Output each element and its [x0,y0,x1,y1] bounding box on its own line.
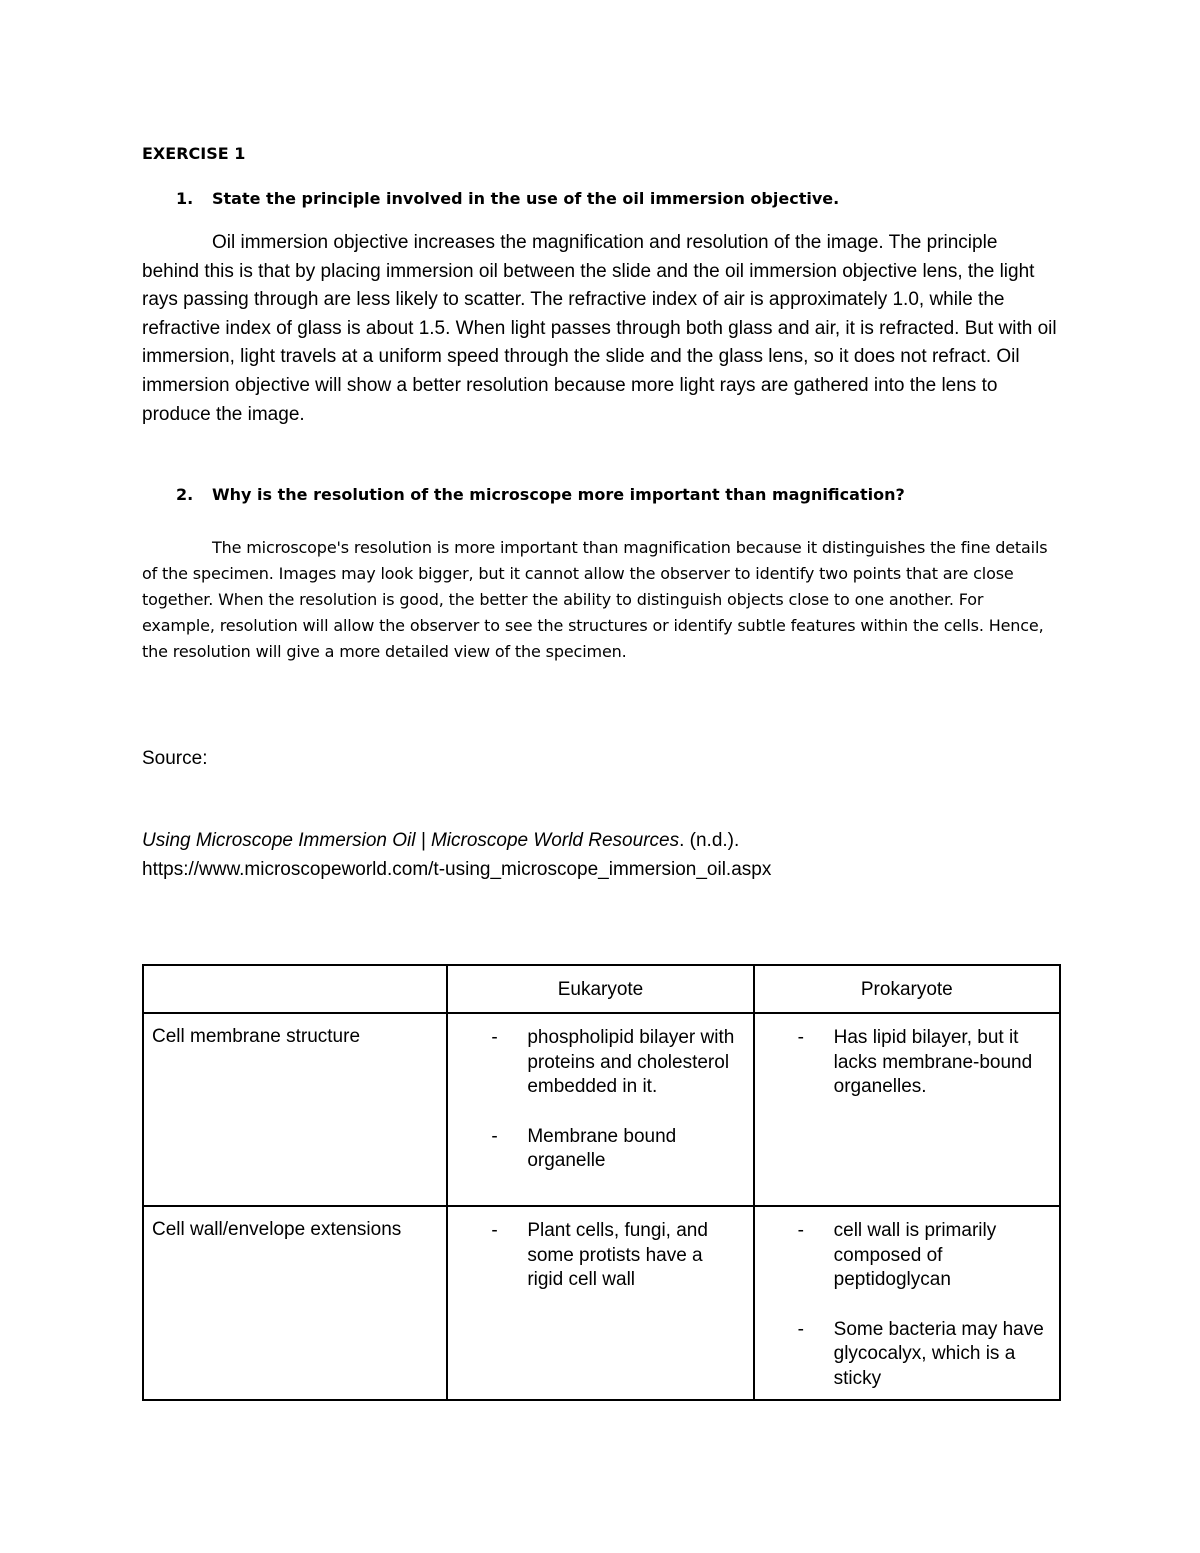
header-cell-eukaryote [447,965,753,1013]
header-cell-empty [143,965,447,1013]
prokaryote-cell [754,1013,1060,1206]
citation-date: . (n.d.). [679,830,740,851]
dash-bullet: - [491,1027,498,1048]
table-row [143,1206,1060,1400]
eukaryote-cell [447,1013,753,1206]
list-item: - Plant cells, fungi, and some protists have a rigid cell wall [491,1220,708,1290]
header-eukaryote-label: Eukaryote [557,979,644,1000]
dash-bullet: - [491,1220,498,1241]
row-label-cell [143,1206,447,1400]
dash-bullet: - [491,1125,498,1147]
question-text: Why is the resolution of the microscope more important than magnification? [212,485,905,504]
table-row [143,1013,1060,1206]
header-cell-prokaryote [754,965,1060,1013]
header-prokaryote-label: Prokaryote [860,979,953,1000]
comparison-table [142,964,1061,1401]
list-item: - Membrane bound organelle [491,1125,677,1171]
list-item: - Has lipid bilayer, but it lacks membrane-bound organelles. [797,1027,1033,1097]
question-number: 1. [176,189,194,208]
list-item: - Some bacteria may have glycocalyx, which is a sticky [797,1318,1044,1389]
citation [142,826,771,884]
question-number: 2. [176,485,194,504]
exercise-heading: EXERCISE 1 [142,144,246,163]
table-header-row [143,965,1060,1013]
prokaryote-cell [754,1206,1060,1400]
dash-bullet: - [797,1220,804,1241]
list-item: - cell wall is primarily composed of peptidoglycan [797,1220,997,1290]
list-item: - phospholipid bilayer with proteins and cholesterol embedded in it. [491,1027,735,1097]
source-label: Source: [142,748,208,769]
citation-url[interactable]: https://www.microscopeworld.com/t-using_microscope_immersion_oil.aspx [142,859,772,880]
answer-2: The microscope's resolution is more important than magnification because it distinguishes the fine details of the specimen. Images may look bigger, but it cannot allow the observer to identify two points that are close together. When the resolution is good, the better the ability to distinguish objects close to one another. For example, resolution will allow the observer to see the structures or identify subtle features within the cells. Hence, the resolution will give a more detailed view of the specimen. [142,538,1048,661]
row-label-cell [143,1013,447,1206]
citation-title: Using Microscope Immersion Oil | Microscope World Resources [142,830,680,851]
row-label: Cell membrane structure [152,1026,361,1047]
question-text: State the principle involved in the use of the oil immersion objective. [212,189,840,208]
row-label: Cell wall/envelope extensions [152,1219,402,1240]
answer-1: Oil immersion objective increases the magnification and resolution of the image. The principle behind this is that by placing immersion oil between the slide and the oil immersion objective lens, the light rays passing through are less likely to scatter. The refractive index of air is approximately 1.0, while the refractive index of glass is about 1.5. When light passes through both glass and air, it is refracted. But with oil immersion, light travels at a uniform speed through the slide and the glass lens, so it does not refract. Oil immersion objective will show a better resolution because more light rays are gathered into the lens to produce the image. [142,232,1057,425]
eukaryote-cell [447,1206,753,1400]
dash-bullet: - [797,1027,804,1048]
dash-bullet: - [797,1318,804,1340]
